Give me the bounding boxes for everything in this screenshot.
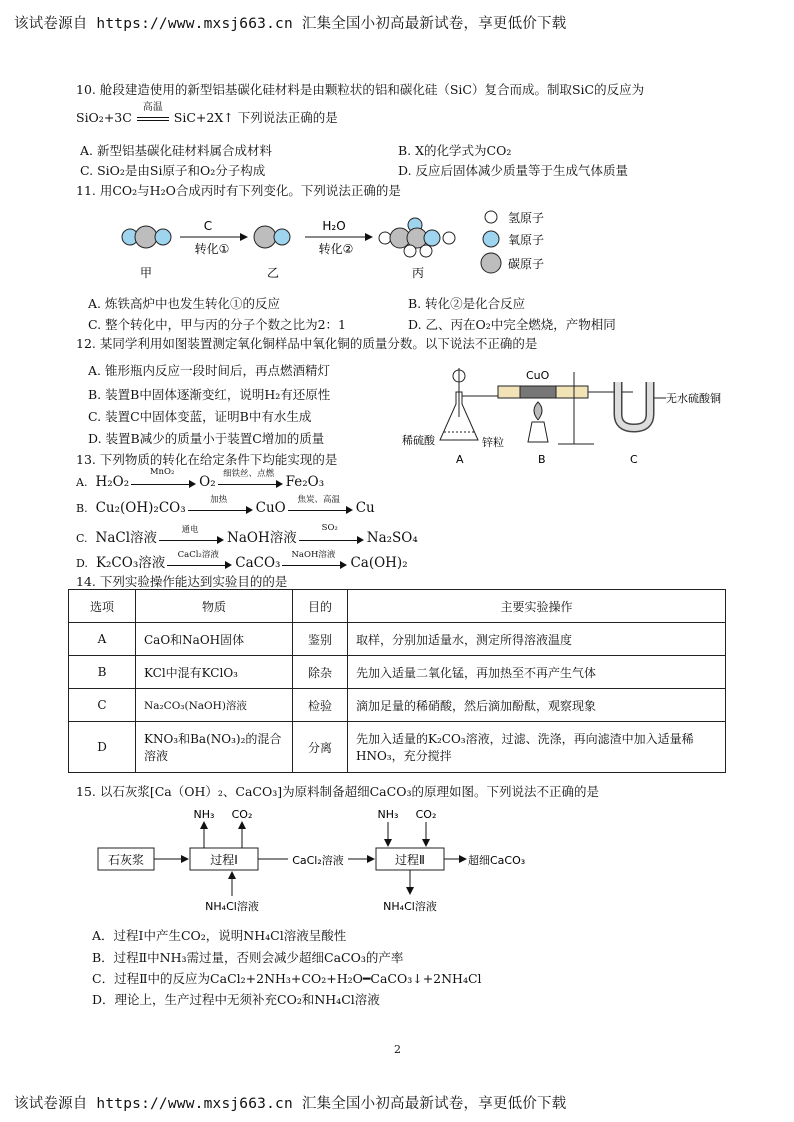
q10-option-c: C. SiO₂是由Si原子和O₂分子构成	[80, 163, 266, 178]
q15-flow-diagram	[92, 804, 552, 916]
step1-arrow	[188, 494, 254, 516]
q11-option-c: C. 整个转化中，甲与丙的分子个数之比为2：1	[88, 317, 346, 332]
substance-1: NaCl溶液	[95, 530, 158, 546]
substance-3: Fe₂O₃	[285, 474, 325, 490]
page-footer: 该试卷源自 https://www.mxsj663.cn 汇集全国小初高最新试卷，享更低价下载	[14, 1096, 567, 1112]
col-header-purpose: 目的	[293, 590, 348, 623]
utube-c	[618, 382, 650, 428]
col-header-option: 选项	[69, 590, 136, 623]
step2-arrow	[282, 549, 348, 571]
label-cuo: CuO	[526, 369, 550, 382]
q15-option-d: D．理论上，生产过程中无须补充CO₂和NH₄Cl溶液	[92, 992, 380, 1007]
flow-out2: NH₄Cl溶液	[383, 900, 437, 913]
q10-eq-sign	[136, 102, 170, 125]
page-number: 2	[394, 1043, 401, 1056]
q12-option-b: B. 装置B中固体逐渐变红，说明H₂有还原性	[88, 387, 331, 402]
substance-2: O₂	[199, 474, 216, 490]
step1-condition: CaCl₂溶液	[177, 549, 219, 560]
table-row	[69, 722, 726, 773]
q13-option-a	[76, 466, 325, 490]
label-c: C	[630, 453, 638, 466]
step1-condition: 通电	[181, 524, 199, 535]
flow-mid: CaCl₂溶液	[292, 854, 344, 867]
option-letter: A.	[76, 476, 88, 489]
substance-2: CuO	[255, 500, 286, 516]
q12-option-a: A. 锥形瓶内反应一段时间后，再点燃酒精灯	[88, 363, 330, 378]
cell-purpose: 检验	[293, 689, 348, 722]
q12-option-c: C. 装置C中固体变蓝，证明B中有水生成	[88, 409, 312, 424]
legend-hydrogen: 氢原子	[508, 211, 545, 225]
q12-apparatus-diagram	[398, 362, 728, 466]
q10-option-b: B. X的化学式为CO₂	[398, 143, 512, 158]
substance-3: Cu	[355, 500, 375, 516]
cell-operation: 先加入适量的K₂CO₃溶液，过滤、洗涤，再向滤渣中加入适量稀HNO₃，充分搅拌	[348, 722, 726, 773]
flow-out1-nh3: NH₃	[193, 808, 215, 821]
substance-3: Na₂SO₄	[366, 530, 418, 546]
legend-oxygen: 氧原子	[508, 233, 545, 247]
arrow2-label: 转化②	[318, 242, 354, 256]
table-row	[69, 689, 726, 722]
flow-in2-nh3: NH₃	[377, 808, 399, 821]
step2-arrow	[288, 494, 354, 516]
step1-arrow	[167, 549, 233, 571]
q11-option-a: A. 炼铁高炉中也发生转化①的反应	[88, 296, 280, 311]
cell-substance: Na₂CO₃(NaOH)溶液	[136, 689, 293, 722]
cell-purpose: 鉴别	[293, 623, 348, 656]
col-header-substance: 物质	[136, 590, 293, 623]
q14-table	[68, 589, 726, 773]
tube-b	[498, 372, 633, 444]
arrow1-condition: C	[203, 219, 213, 233]
cell-substance: KNO₃和Ba(NO₃)₂的混合溶液	[136, 722, 293, 773]
q15-option-a: A．过程Ⅰ中产生CO₂，说明NH₄Cl溶液呈酸性	[92, 928, 347, 943]
q13-option-c	[76, 522, 418, 546]
flow-process2: 过程Ⅱ	[395, 853, 425, 867]
cell-substance: KCl中混有KClO₃	[136, 656, 293, 689]
label-drier: 无水硫酸铜	[666, 392, 721, 405]
molecule-bing	[379, 218, 455, 257]
q11-option-d: D. 乙、丙在O₂中完全燃烧，产物相同	[408, 317, 616, 332]
substance-1: Cu₂(OH)₂CO₃	[95, 500, 186, 516]
q10-eq-left: SiO₂+3C	[76, 110, 132, 125]
q10-option-d: D. 反应后固体减少质量等于生成气体质量	[398, 163, 629, 178]
cell-option: C	[69, 689, 136, 722]
flow-in2-co2: CO₂	[415, 808, 437, 821]
table-row	[69, 656, 726, 689]
cell-option: A	[69, 623, 136, 656]
substance-1: H₂O₂	[95, 474, 130, 490]
option-letter: C.	[76, 532, 88, 545]
arrow1-label: 转化①	[194, 242, 230, 256]
label-b: B	[538, 453, 546, 466]
flow-process1: 过程Ⅰ	[210, 853, 238, 867]
label-yi: 乙	[267, 266, 280, 280]
q13-option-d	[76, 551, 408, 571]
step1-arrow	[131, 466, 197, 490]
step2-arrow	[218, 468, 284, 490]
q15-option-b: B．过程Ⅱ中NH₃需过量，否则会减少超细CaCO₃的产率	[92, 950, 404, 965]
q12-option-d: D. 装置B减少的质量小于装置C增加的质量	[88, 431, 325, 446]
label-acid: 稀硫酸	[402, 434, 435, 447]
legend-hydrogen-icon	[485, 211, 497, 223]
molecule-yi	[254, 226, 290, 248]
label-a: A	[456, 453, 464, 466]
cell-operation: 先加入适量二氧化锰，再加热至不再产生气体	[348, 656, 726, 689]
substance-3: Ca(OH)₂	[350, 555, 408, 571]
step1-condition: 加热	[210, 494, 228, 505]
step2-condition: 细铁丝、点燃	[223, 468, 275, 479]
q10-option-a: A. 新型铝基碳化硅材料属合成材料	[80, 143, 272, 158]
q13-stem: 13. 下列物质的转化在给定条件下均能实现的是	[76, 452, 338, 467]
label-bing: 丙	[412, 266, 425, 280]
table-header-row	[69, 590, 726, 623]
cell-purpose: 除杂	[293, 656, 348, 689]
table-row	[69, 623, 726, 656]
cell-operation: 滴加足量的稀硝酸，然后滴加酚酞，观察现象	[348, 689, 726, 722]
substance-2: NaOH溶液	[227, 530, 297, 546]
q11-molecule-diagram	[110, 205, 590, 285]
cell-operation: 取样，分别加适量水，测定所得溶液温度	[348, 623, 726, 656]
molecule-jia	[122, 226, 171, 248]
cell-option: D	[69, 722, 136, 773]
step1-condition: MnO₂	[149, 466, 175, 477]
flow-end: 超细CaCO₃	[468, 854, 526, 867]
legend-oxygen-icon	[483, 231, 499, 247]
legend-carbon-icon	[481, 253, 501, 273]
step1-arrow	[159, 524, 225, 546]
q15-stem: 15. 以石灰浆[Ca（OH）₂、CaCO₃]为原料制备超细CaCO₃的原理如图。下列说法不正确的是	[76, 784, 599, 799]
q10-eq-condition: 高温	[142, 102, 163, 113]
step2-condition: 焦炭、高温	[297, 494, 340, 505]
page-header: 该试卷源自 https://www.mxsj663.cn 汇集全国小初高最新试卷，享更低价下载	[14, 16, 567, 32]
q10-eq-right: SiC+2X↑	[173, 110, 234, 125]
option-letter: D.	[76, 557, 88, 570]
q11-option-b: B. 转化②是化合反应	[408, 296, 526, 311]
q11-stem: 11. 用CO₂与H₂O合成丙时有下列变化。下列说法正确的是	[76, 183, 401, 198]
step2-arrow	[299, 522, 365, 546]
option-letter: B.	[76, 502, 88, 515]
cell-substance: CaO和NaOH固体	[136, 623, 293, 656]
flow-in1: NH₄Cl溶液	[205, 900, 259, 913]
flow-out1-co2: CO₂	[231, 808, 253, 821]
label-zinc: 锌粒	[482, 436, 504, 449]
q13-option-b	[76, 494, 375, 516]
q14-stem: 14. 下列实验操作能达到实验目的的是	[76, 574, 288, 589]
cell-purpose: 分离	[293, 722, 348, 773]
q10-stem: 10. 舱段建造使用的新型铝基碳化硅材料是由颗粒状的铝和碳化硅（SiC）复合而成。制取SiC的反应为	[76, 82, 645, 97]
legend-carbon: 碳原子	[508, 257, 545, 271]
q10-eq-tail: 下列说法正确的是	[237, 110, 338, 125]
step2-condition: SO₂	[321, 522, 338, 533]
substance-1: K₂CO₃溶液	[95, 555, 166, 571]
col-header-operation: 主要实验操作	[348, 590, 726, 623]
step2-condition: NaOH溶液	[291, 549, 336, 560]
arrow2-condition: H₂O	[322, 219, 346, 233]
flask-a	[440, 368, 498, 440]
q15-option-c: C．过程Ⅱ中的反应为CaCl₂+2NH₃+CO₂+H₂O━CaCO₃↓+2NH₄Cl	[92, 971, 482, 986]
substance-2: CaCO₃	[235, 555, 281, 571]
q10-equation	[76, 102, 338, 126]
q12-stem: 12. 某同学利用如图装置测定氧化铜样品中氧化铜的质量分数。以下说法不正确的是	[76, 336, 538, 351]
flow-start: 石灰浆	[107, 853, 145, 867]
label-jia: 甲	[140, 266, 153, 280]
cell-option: B	[69, 656, 136, 689]
